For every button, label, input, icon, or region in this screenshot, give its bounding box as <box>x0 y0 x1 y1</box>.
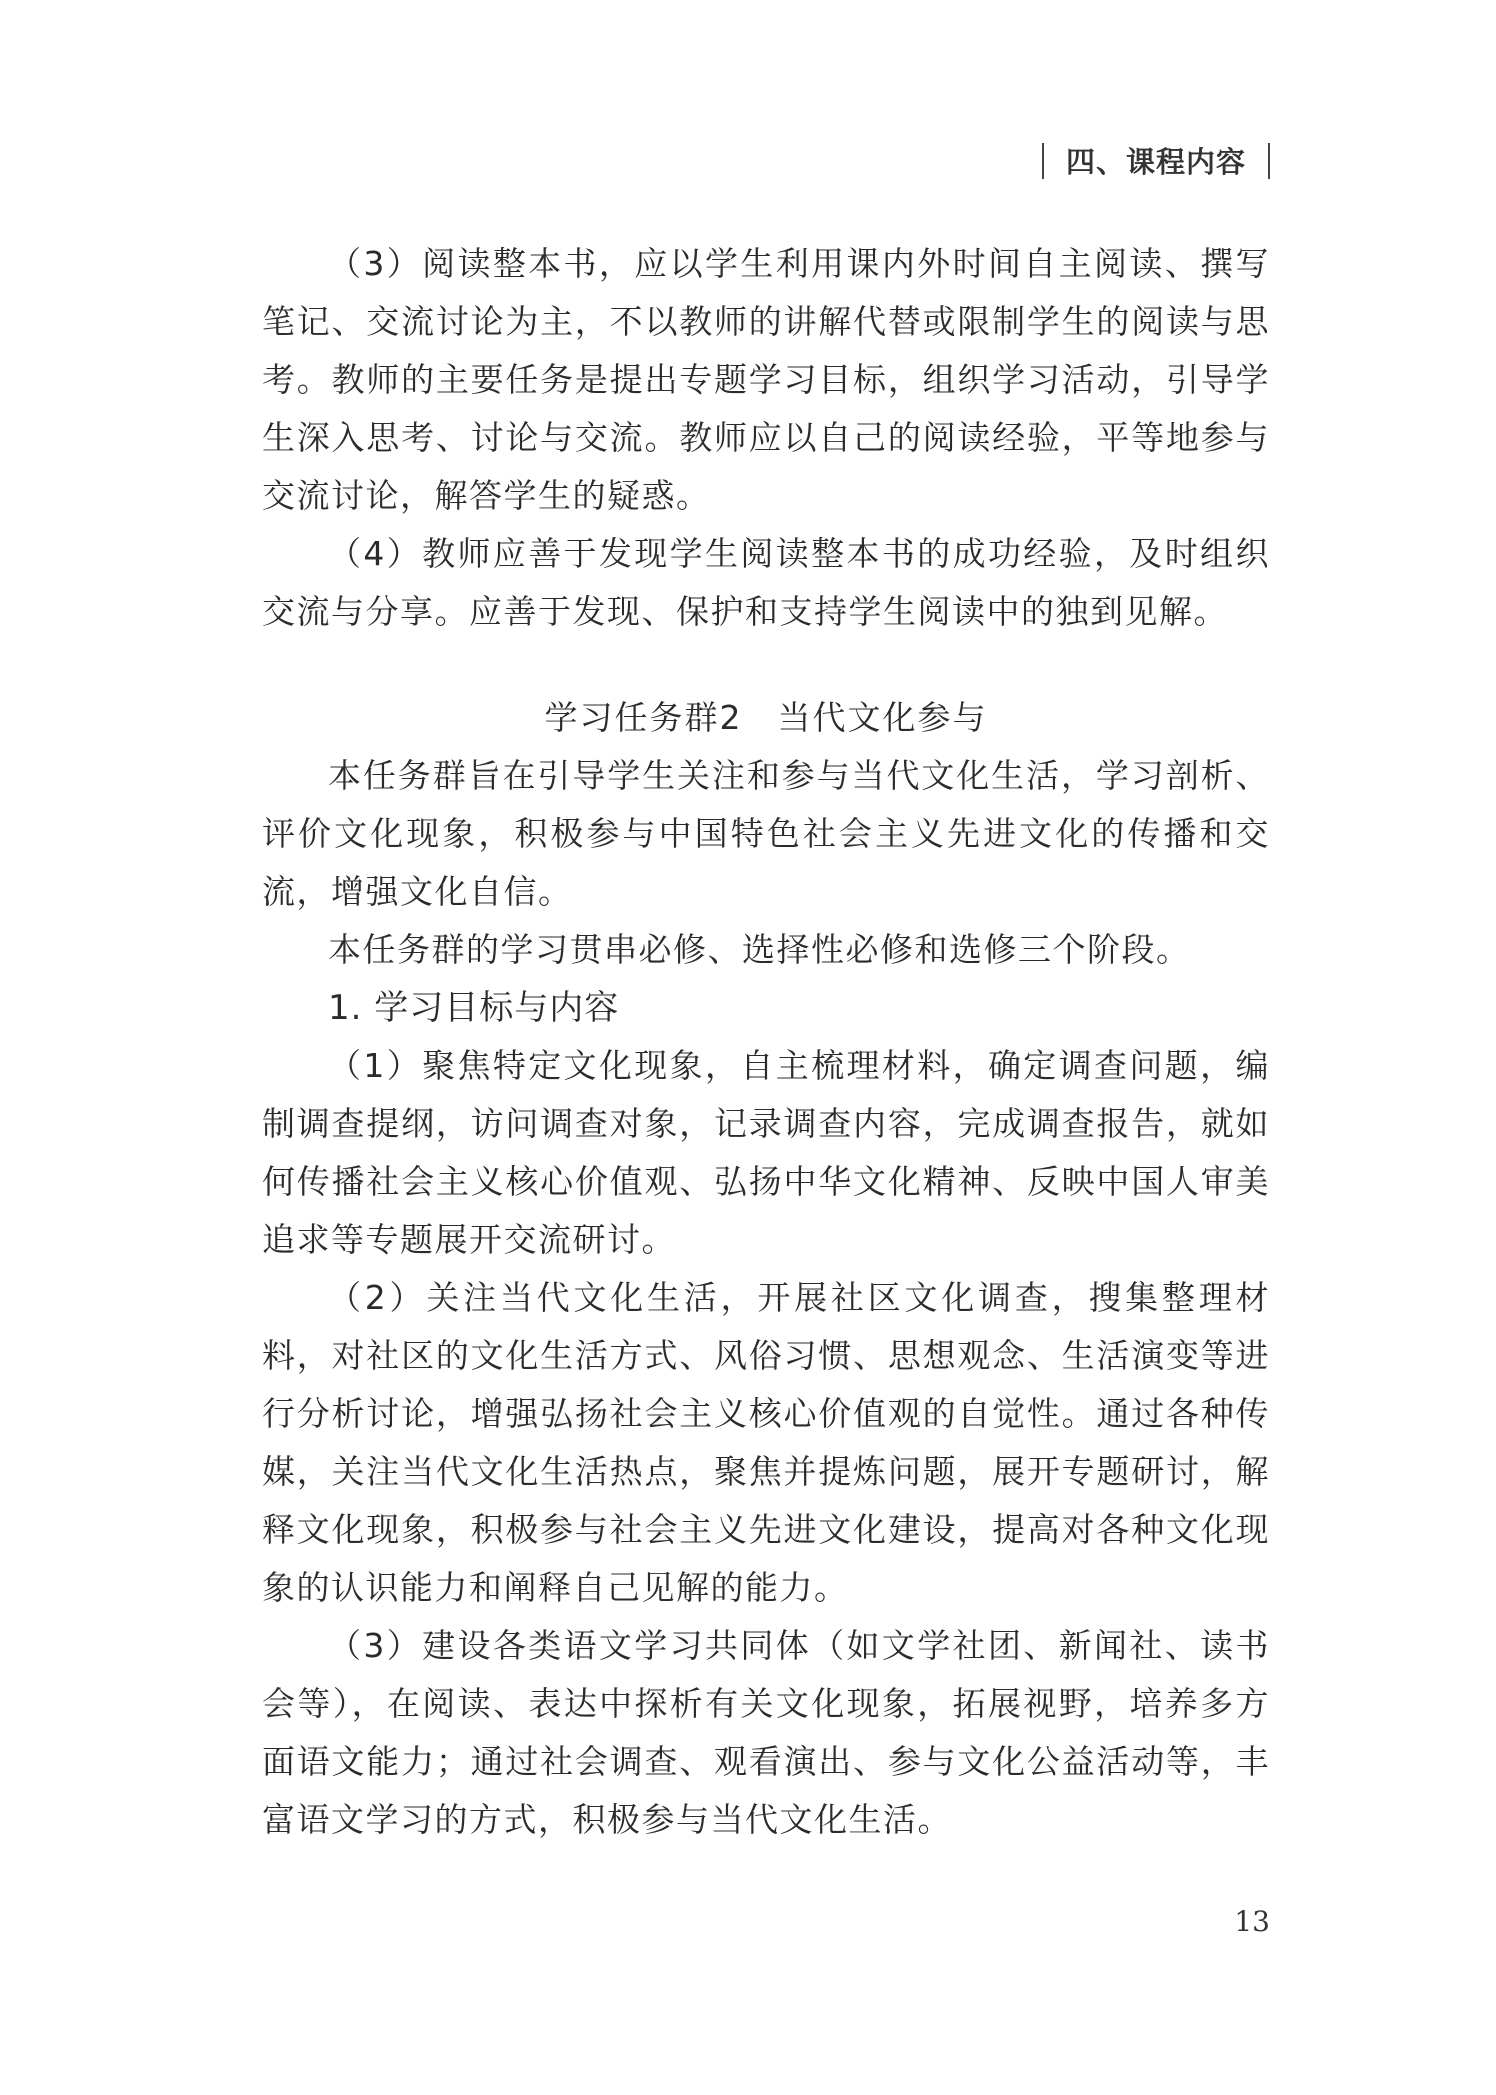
page-number: 13 <box>1234 1905 1270 1938</box>
paragraph-item-4: （4）教师应善于发现学生阅读整本书的成功经验，及时组织交流与分享。应善于发现、保护和支持学生阅读中的独到见解。 <box>262 534 1270 631</box>
goal-item-1: （1）聚焦特定文化现象，自主梳理材料，确定调查问题，编制调查提纲，访问调查对象，记录调查内容，完成调查报告，就如何传播社会主义核心价值观、弘扬中华文化精神、反映中国人审美追求等专题展开交流研讨。 <box>262 1046 1270 1259</box>
intro-paragraph-1: 本任务群旨在引导学生关注和参与当代文化生活，学习剖析、评价文化现象，积极参与中国特色社会主义先进文化的传播和交流，增强文化自信。 <box>262 756 1270 911</box>
header-right-rule <box>1268 143 1270 179</box>
header-left-rule <box>1042 143 1044 179</box>
page-content <box>262 235 1270 1849</box>
paragraph-item-3: （3）阅读整本书，应以学生利用课内外时间自主阅读、撰写笔记、交流讨论为主，不以教师的讲解代替或限制学生的阅读与思考。教师的主要任务是提出专题学习目标，组织学习活动，引导学生深入思考、讨论与交流。教师应以自己的阅读经验，平等地参与交流讨论，解答学生的疑惑。 <box>262 244 1270 515</box>
goal-item-3: （3）建设各类语文学习共同体（如文学社团、新闻社、读书会等），在阅读、表达中探析有关文化现象，拓展视野，培养多方面语文能力；通过社会调查、观看演出、参与文化公益活动等，丰富语文学习的方式，积极参与当代文化生活。 <box>262 1626 1270 1839</box>
header-section-title: 四、课程内容 <box>1065 145 1246 179</box>
subheading-goals: 1. 学习目标与内容 <box>328 988 620 1028</box>
running-header <box>1042 140 1270 181</box>
section-heading: 学习任务群2 当代文化参与 <box>544 698 988 737</box>
intro-paragraph-2: 本任务群的学习贯串必修、选择性必修和选修三个阶段。 <box>328 930 1191 969</box>
goal-item-2: （2）关注当代文化生活，开展社区文化调查，搜集整理材料，对社区的文化生活方式、风俗习惯、思想观念、生活演变等进行分析讨论，增强弘扬社会主义核心价值观的自觉性。通过各种传媒，关注当代文化生活热点，聚焦并提炼问题，展开专题研讨，解释文化现象，积极参与社会主义先进文化建设，提高对各种文化现象的认识能力和阐释自己见解的能力。 <box>262 1278 1270 1607</box>
